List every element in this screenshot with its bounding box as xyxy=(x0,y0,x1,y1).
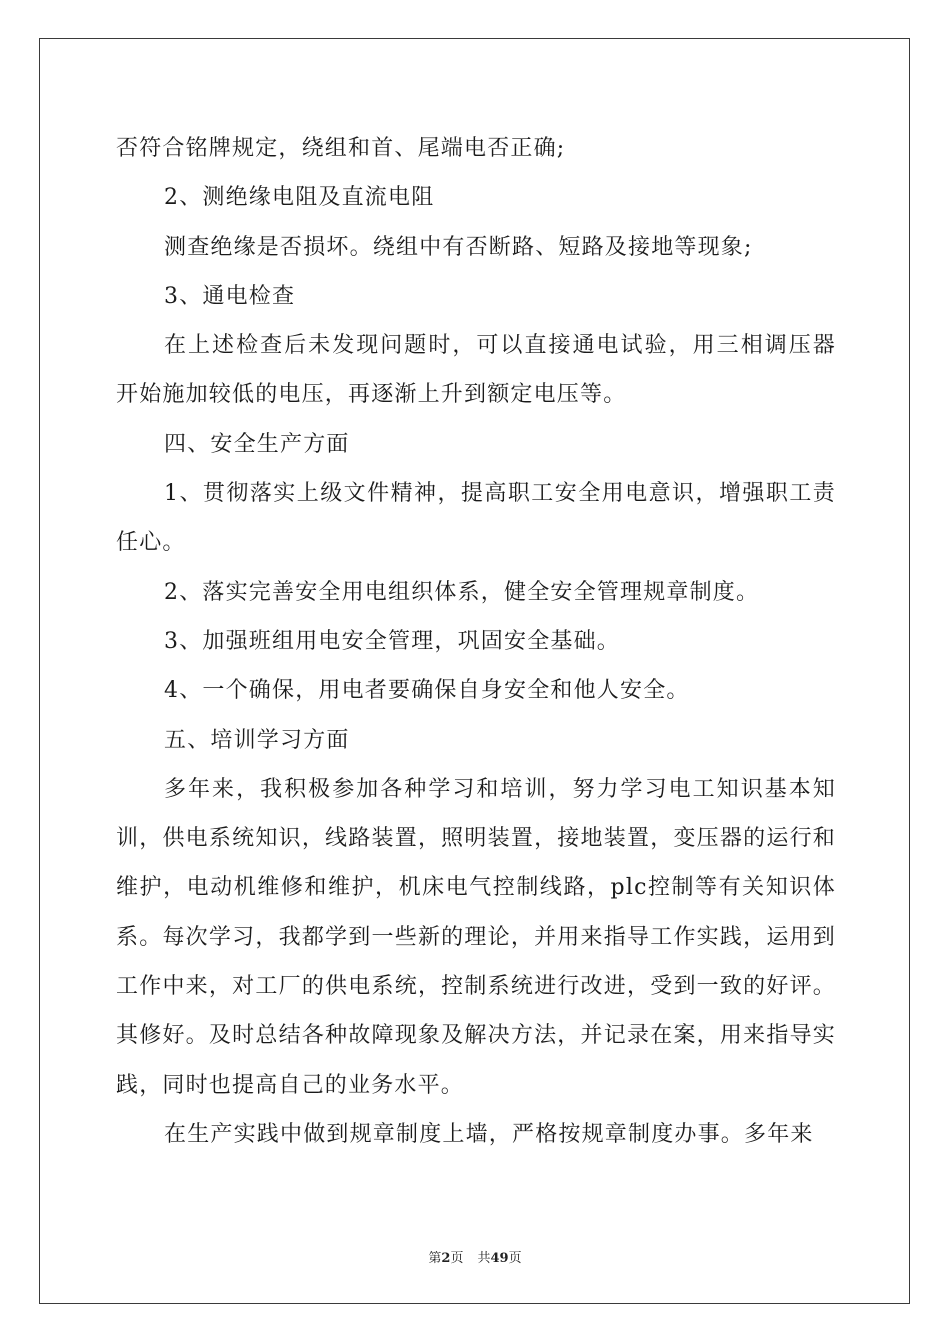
paragraph-8: 3、加强班组用电安全管理，巩固安全基础。 xyxy=(164,628,620,654)
page-footer xyxy=(0,1247,950,1266)
paragraph-10: 五、培训学习方面 xyxy=(164,727,350,753)
paragraph-4: 在上述检查后未发现问题时，可以直接通电试验，用三相调压器开始施加较低的电压，再逐渐上升到额定电压等。 xyxy=(116,333,836,408)
paragraph-3: 3、通电检查 xyxy=(164,283,296,309)
paragraph-7: 2、落实完善安全用电组织体系，健全安全管理规章制度。 xyxy=(164,579,760,605)
paragraph-5: 四、安全生产方面 xyxy=(164,431,350,457)
footer-page-number: 2 xyxy=(441,1251,451,1266)
paragraph-0: 否符合铭牌规定，绕组和首、尾端电否正确; xyxy=(116,136,566,161)
footer-total-prefix: 共 xyxy=(477,1251,491,1266)
paragraph-11: 多年来，我积极参加各种学习和培训，努力学习电工知识基本知训，供电系统知识，线路装置，照明装置，接地装置，变压器的运行和维护，电动机维修和维护，机床电气控制线路，plc控制等有关知识体系。每次学习，我都学到一些新的理论，并用来指导工作实践，运用到工作中来，对工厂的供电系统，控制系统进行改进，受到一致的好评。其修好。及时总结各种故障现象及解决方法，并记录在案，用来指导实践，同时也提高自己的业务水平。 xyxy=(116,776,836,1098)
footer-page-prefix: 第 xyxy=(428,1251,442,1266)
paragraph-9: 4、一个确保，用电者要确保自身安全和他人安全。 xyxy=(164,678,690,704)
document-body xyxy=(116,124,836,1159)
footer-total-suffix: 页 xyxy=(508,1251,522,1266)
paragraph-12: 在生产实践中做到规章制度上墙，严格按规章制度办事。多年来 xyxy=(164,1121,814,1147)
footer-total-pages: 49 xyxy=(490,1251,509,1266)
paragraph-6: 1、贯彻落实上级文件精神，提高职工安全用电意识，增强职工责任心。 xyxy=(116,481,836,556)
paragraph-1: 2、测绝缘电阻及直流电阻 xyxy=(164,185,435,211)
paragraph-2: 测查绝缘是否损坏。绕组中有否断路、短路及接地等现象; xyxy=(164,234,753,260)
footer-page-suffix: 页 xyxy=(450,1251,464,1266)
